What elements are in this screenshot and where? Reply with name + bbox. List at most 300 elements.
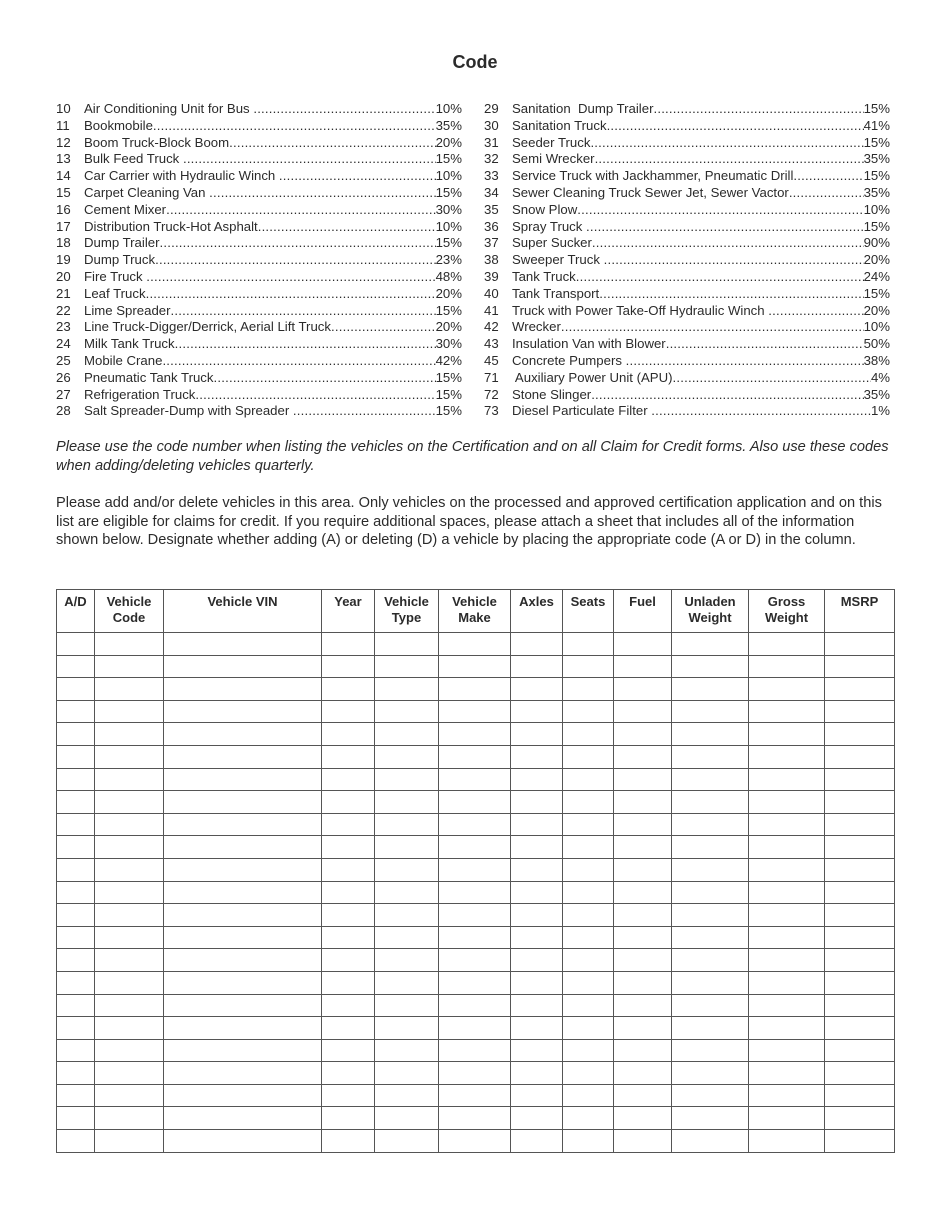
table-cell[interactable] — [563, 768, 614, 791]
table-cell[interactable] — [95, 723, 164, 746]
table-cell[interactable] — [672, 1039, 749, 1062]
table-cell[interactable] — [825, 700, 895, 723]
table-row — [57, 768, 895, 791]
table-cell[interactable] — [825, 994, 895, 1017]
table-cell[interactable] — [164, 655, 322, 678]
table-cell[interactable] — [749, 1130, 825, 1153]
table-cell[interactable] — [614, 678, 672, 701]
table-cell[interactable] — [57, 1130, 95, 1153]
table-cell[interactable] — [672, 655, 749, 678]
table-cell[interactable] — [57, 858, 95, 881]
credit-percentage: 42% — [435, 352, 462, 368]
table-cell[interactable] — [511, 1130, 563, 1153]
table-cell[interactable] — [164, 768, 322, 791]
table-cell[interactable] — [614, 768, 672, 791]
table-cell[interactable] — [439, 1107, 511, 1130]
table-cell[interactable] — [322, 858, 375, 881]
table-cell[interactable] — [511, 904, 563, 927]
code-number: 21 — [56, 285, 71, 301]
table-cell[interactable] — [375, 655, 439, 678]
table-cell[interactable] — [511, 1017, 563, 1040]
table-cell[interactable] — [439, 1017, 511, 1040]
table-cell[interactable] — [439, 836, 511, 859]
credit-percentage: 20% — [435, 319, 462, 335]
table-cell[interactable] — [164, 904, 322, 927]
vehicle-table — [56, 589, 895, 1153]
table-cell[interactable] — [672, 723, 749, 746]
table-cell[interactable] — [563, 926, 614, 949]
table-cell[interactable] — [672, 1130, 749, 1153]
table-cell[interactable] — [439, 971, 511, 994]
table-cell[interactable] — [322, 1130, 375, 1153]
table-cell[interactable] — [375, 700, 439, 723]
table-cell[interactable] — [749, 858, 825, 881]
table-cell[interactable] — [614, 1130, 672, 1153]
table-cell[interactable] — [749, 881, 825, 904]
table-cell[interactable] — [563, 858, 614, 881]
table-cell[interactable] — [95, 678, 164, 701]
table-cell[interactable] — [511, 791, 563, 814]
table-cell[interactable] — [563, 723, 614, 746]
table-cell[interactable] — [439, 1039, 511, 1062]
table-cell[interactable] — [375, 994, 439, 1017]
table-cell[interactable] — [57, 791, 95, 814]
table-cell[interactable] — [563, 836, 614, 859]
table-cell[interactable] — [95, 1039, 164, 1062]
table-cell[interactable] — [322, 700, 375, 723]
table-cell[interactable] — [322, 971, 375, 994]
table-cell[interactable] — [563, 1107, 614, 1130]
table-cell[interactable] — [375, 1084, 439, 1107]
table-cell[interactable] — [439, 1062, 511, 1085]
table-cell[interactable] — [563, 655, 614, 678]
table-cell[interactable] — [511, 971, 563, 994]
table-cell[interactable] — [511, 768, 563, 791]
table-cell[interactable] — [439, 768, 511, 791]
table-cell[interactable] — [95, 700, 164, 723]
table-cell[interactable] — [95, 1017, 164, 1040]
table-cell[interactable] — [511, 1039, 563, 1062]
table-cell[interactable] — [511, 723, 563, 746]
table-cell[interactable] — [749, 700, 825, 723]
table-cell[interactable] — [672, 678, 749, 701]
table-cell[interactable] — [825, 1017, 895, 1040]
table-cell[interactable] — [439, 723, 511, 746]
vehicle-type-name: Spray Truck — [512, 218, 587, 234]
table-cell[interactable] — [375, 1062, 439, 1085]
table-cell[interactable] — [57, 1039, 95, 1062]
table-cell[interactable] — [95, 994, 164, 1017]
table-cell[interactable] — [672, 1062, 749, 1085]
table-cell[interactable] — [439, 858, 511, 881]
table-cell[interactable] — [614, 1107, 672, 1130]
table-cell[interactable] — [563, 1062, 614, 1085]
table-cell[interactable] — [57, 768, 95, 791]
table-cell[interactable] — [825, 1130, 895, 1153]
table-cell[interactable] — [164, 633, 322, 656]
table-cell[interactable] — [614, 813, 672, 836]
table-cell[interactable] — [57, 904, 95, 927]
table-cell[interactable] — [95, 633, 164, 656]
table-cell[interactable] — [322, 813, 375, 836]
table-cell[interactable] — [825, 745, 895, 768]
table-cell[interactable] — [164, 1062, 322, 1085]
table-cell[interactable] — [511, 926, 563, 949]
table-cell[interactable] — [672, 745, 749, 768]
table-cell[interactable] — [95, 768, 164, 791]
table-cell[interactable] — [95, 904, 164, 927]
table-cell[interactable] — [825, 633, 895, 656]
table-cell[interactable] — [439, 994, 511, 1017]
table-cell[interactable] — [672, 858, 749, 881]
table-cell[interactable] — [825, 904, 895, 927]
table-cell[interactable] — [164, 813, 322, 836]
credit-percentage: 30% — [435, 336, 462, 352]
table-cell[interactable] — [511, 836, 563, 859]
table-cell[interactable] — [563, 745, 614, 768]
table-cell[interactable] — [375, 971, 439, 994]
table-cell[interactable] — [614, 994, 672, 1017]
table-cell[interactable] — [749, 678, 825, 701]
table-cell[interactable] — [95, 813, 164, 836]
table-cell[interactable] — [825, 678, 895, 701]
table-cell[interactable] — [511, 1062, 563, 1085]
table-cell[interactable] — [375, 768, 439, 791]
table-cell[interactable] — [57, 926, 95, 949]
table-cell[interactable] — [749, 836, 825, 859]
table-cell[interactable] — [322, 904, 375, 927]
table-cell[interactable] — [57, 1107, 95, 1130]
table-cell[interactable] — [57, 723, 95, 746]
table-cell[interactable] — [749, 768, 825, 791]
table-cell[interactable] — [614, 1017, 672, 1040]
table-cell[interactable] — [57, 700, 95, 723]
table-cell[interactable] — [439, 926, 511, 949]
table-cell[interactable] — [672, 904, 749, 927]
table-cell[interactable] — [825, 1107, 895, 1130]
table-cell[interactable] — [825, 813, 895, 836]
table-cell[interactable] — [614, 745, 672, 768]
table-cell[interactable] — [95, 655, 164, 678]
table-cell[interactable] — [563, 1017, 614, 1040]
table-cell[interactable] — [672, 994, 749, 1017]
table-cell[interactable] — [439, 700, 511, 723]
table-cell[interactable] — [322, 768, 375, 791]
table-cell[interactable] — [749, 791, 825, 814]
table-cell[interactable] — [95, 1084, 164, 1107]
table-cell[interactable] — [439, 904, 511, 927]
table-cell[interactable] — [563, 1084, 614, 1107]
table-cell[interactable] — [95, 858, 164, 881]
table-cell[interactable] — [322, 655, 375, 678]
table-cell[interactable] — [614, 1084, 672, 1107]
table-cell[interactable] — [375, 1017, 439, 1040]
table-cell[interactable] — [672, 700, 749, 723]
table-cell[interactable] — [57, 1062, 95, 1085]
table-cell[interactable] — [322, 1039, 375, 1062]
table-cell[interactable] — [749, 1062, 825, 1085]
table-cell[interactable] — [164, 1017, 322, 1040]
table-cell[interactable] — [563, 949, 614, 972]
code-number: 38 — [484, 252, 499, 268]
table-cell[interactable] — [614, 836, 672, 859]
table-cell[interactable] — [375, 1130, 439, 1153]
table-cell[interactable] — [57, 836, 95, 859]
table-cell[interactable] — [563, 813, 614, 836]
table-cell[interactable] — [322, 994, 375, 1017]
table-cell[interactable] — [95, 949, 164, 972]
table-cell[interactable] — [511, 655, 563, 678]
table-cell[interactable] — [322, 678, 375, 701]
credit-percentage: 30% — [435, 201, 462, 217]
dot-leader — [171, 303, 436, 320]
credit-percentage: 15% — [435, 386, 462, 402]
table-cell[interactable] — [614, 904, 672, 927]
table-cell[interactable] — [164, 971, 322, 994]
table-cell[interactable] — [825, 655, 895, 678]
table-cell[interactable] — [164, 1039, 322, 1062]
table-cell[interactable] — [749, 904, 825, 927]
table-cell[interactable] — [95, 971, 164, 994]
table-cell[interactable] — [164, 1107, 322, 1130]
vehicle-type-name: Snow Plow — [512, 201, 578, 217]
table-cell[interactable] — [322, 836, 375, 859]
table-cell[interactable] — [563, 700, 614, 723]
table-cell[interactable] — [825, 768, 895, 791]
table-cell[interactable] — [95, 745, 164, 768]
table-cell[interactable] — [672, 1017, 749, 1040]
code-entry — [484, 387, 890, 404]
table-cell[interactable] — [563, 971, 614, 994]
table-cell[interactable] — [375, 678, 439, 701]
table-cell[interactable] — [57, 994, 95, 1017]
table-cell[interactable] — [439, 949, 511, 972]
table-cell[interactable] — [164, 745, 322, 768]
table-cell[interactable] — [322, 1084, 375, 1107]
table-cell[interactable] — [375, 1039, 439, 1062]
table-cell[interactable] — [439, 1130, 511, 1153]
table-cell[interactable] — [511, 745, 563, 768]
table-cell[interactable] — [825, 1062, 895, 1085]
table-cell[interactable] — [439, 655, 511, 678]
table-cell[interactable] — [164, 881, 322, 904]
table-cell[interactable] — [322, 1062, 375, 1085]
table-cell[interactable] — [164, 836, 322, 859]
table-cell[interactable] — [614, 723, 672, 746]
table-cell[interactable] — [672, 768, 749, 791]
table-cell[interactable] — [563, 1130, 614, 1153]
table-cell[interactable] — [749, 1107, 825, 1130]
table-cell[interactable] — [563, 881, 614, 904]
table-cell[interactable] — [672, 1107, 749, 1130]
table-cell[interactable] — [672, 633, 749, 656]
table-cell[interactable] — [749, 1017, 825, 1040]
table-cell[interactable] — [672, 971, 749, 994]
table-cell[interactable] — [511, 1107, 563, 1130]
table-cell[interactable] — [57, 1017, 95, 1040]
table-cell[interactable] — [439, 633, 511, 656]
vehicle-type-name: Lime Spreader — [84, 302, 171, 318]
table-cell[interactable] — [825, 723, 895, 746]
table-cell[interactable] — [375, 926, 439, 949]
table-cell[interactable] — [614, 971, 672, 994]
table-cell[interactable] — [439, 791, 511, 814]
table-cell[interactable] — [825, 881, 895, 904]
table-cell[interactable] — [322, 926, 375, 949]
table-cell[interactable] — [749, 994, 825, 1017]
table-cell[interactable] — [57, 633, 95, 656]
table-cell[interactable] — [825, 791, 895, 814]
table-cell[interactable] — [57, 971, 95, 994]
table-cell[interactable] — [749, 655, 825, 678]
table-cell[interactable] — [749, 723, 825, 746]
table-cell[interactable] — [322, 1107, 375, 1130]
table-cell[interactable] — [322, 723, 375, 746]
table-cell[interactable] — [375, 858, 439, 881]
table-cell[interactable] — [57, 881, 95, 904]
table-cell[interactable] — [614, 1062, 672, 1085]
table-cell[interactable] — [164, 949, 322, 972]
table-cell[interactable] — [511, 700, 563, 723]
table-cell[interactable] — [563, 791, 614, 814]
table-cell[interactable] — [614, 881, 672, 904]
table-cell[interactable] — [95, 1107, 164, 1130]
table-cell[interactable] — [95, 1062, 164, 1085]
table-cell[interactable] — [439, 881, 511, 904]
table-cell[interactable] — [164, 858, 322, 881]
table-cell[interactable] — [614, 858, 672, 881]
table-cell[interactable] — [614, 700, 672, 723]
table-cell[interactable] — [511, 994, 563, 1017]
table-cell[interactable] — [825, 858, 895, 881]
table-cell[interactable] — [749, 745, 825, 768]
table-cell[interactable] — [672, 813, 749, 836]
table-cell[interactable] — [439, 745, 511, 768]
table-cell[interactable] — [57, 678, 95, 701]
table-cell[interactable] — [672, 836, 749, 859]
code-entry — [56, 353, 462, 370]
column-header: Gross Weight — [749, 590, 825, 633]
table-cell[interactable] — [322, 881, 375, 904]
table-cell[interactable] — [563, 633, 614, 656]
table-cell[interactable] — [375, 1107, 439, 1130]
table-cell[interactable] — [511, 858, 563, 881]
table-cell[interactable] — [511, 678, 563, 701]
table-cell[interactable] — [511, 633, 563, 656]
table-cell[interactable] — [749, 1084, 825, 1107]
code-entry — [56, 168, 462, 185]
table-cell[interactable] — [57, 745, 95, 768]
table-cell[interactable] — [511, 949, 563, 972]
table-cell[interactable] — [95, 926, 164, 949]
table-cell[interactable] — [511, 813, 563, 836]
table-cell[interactable] — [511, 881, 563, 904]
vehicle-type-name: Sweeper Truck — [512, 252, 604, 268]
table-cell[interactable] — [375, 949, 439, 972]
table-cell[interactable] — [749, 813, 825, 836]
table-cell[interactable] — [322, 949, 375, 972]
table-cell[interactable] — [439, 813, 511, 836]
credit-percentage: 48% — [435, 268, 462, 284]
table-cell[interactable] — [375, 745, 439, 768]
table-cell[interactable] — [164, 791, 322, 814]
table-cell[interactable] — [164, 1130, 322, 1153]
code-number: 11 — [56, 117, 70, 133]
table-cell[interactable] — [57, 655, 95, 678]
table-cell[interactable] — [614, 791, 672, 814]
table-cell[interactable] — [375, 813, 439, 836]
table-cell[interactable] — [614, 926, 672, 949]
table-cell[interactable] — [375, 836, 439, 859]
table-cell[interactable] — [563, 678, 614, 701]
table-cell[interactable] — [164, 723, 322, 746]
table-cell[interactable] — [825, 926, 895, 949]
table-cell[interactable] — [322, 633, 375, 656]
table-cell[interactable] — [672, 1084, 749, 1107]
table-cell[interactable] — [95, 881, 164, 904]
table-cell[interactable] — [672, 949, 749, 972]
table-cell[interactable] — [563, 904, 614, 927]
table-cell[interactable] — [375, 881, 439, 904]
table-cell[interactable] — [375, 791, 439, 814]
table-cell[interactable] — [672, 881, 749, 904]
table-cell[interactable] — [563, 1039, 614, 1062]
table-cell[interactable] — [57, 813, 95, 836]
table-cell[interactable] — [322, 745, 375, 768]
table-cell[interactable] — [164, 700, 322, 723]
table-cell[interactable] — [439, 678, 511, 701]
table-cell[interactable] — [614, 949, 672, 972]
table-cell[interactable] — [749, 633, 825, 656]
table-cell[interactable] — [164, 678, 322, 701]
table-cell[interactable] — [563, 994, 614, 1017]
table-cell[interactable] — [57, 949, 95, 972]
table-cell[interactable] — [164, 1084, 322, 1107]
table-cell[interactable] — [164, 994, 322, 1017]
table-cell[interactable] — [614, 655, 672, 678]
table-cell[interactable] — [825, 949, 895, 972]
table-cell[interactable] — [749, 926, 825, 949]
table-cell[interactable] — [439, 1084, 511, 1107]
code-number: 40 — [484, 285, 499, 301]
table-cell[interactable] — [95, 836, 164, 859]
table-cell[interactable] — [57, 1084, 95, 1107]
table-cell[interactable] — [511, 1084, 563, 1107]
table-cell[interactable] — [375, 633, 439, 656]
code-number: 10 — [56, 101, 71, 116]
table-cell[interactable] — [825, 1039, 895, 1062]
table-cell[interactable] — [825, 971, 895, 994]
code-number: 39 — [484, 268, 499, 284]
table-cell[interactable] — [825, 836, 895, 859]
table-cell[interactable] — [164, 926, 322, 949]
table-cell[interactable] — [95, 1130, 164, 1153]
table-cell[interactable] — [749, 971, 825, 994]
table-cell[interactable] — [825, 1084, 895, 1107]
table-cell[interactable] — [322, 1017, 375, 1040]
table-cell[interactable] — [614, 633, 672, 656]
table-cell[interactable] — [322, 791, 375, 814]
table-cell[interactable] — [749, 949, 825, 972]
code-entry — [484, 252, 890, 269]
table-cell[interactable] — [95, 791, 164, 814]
table-cell[interactable] — [614, 1039, 672, 1062]
table-cell[interactable] — [672, 926, 749, 949]
table-cell[interactable] — [672, 791, 749, 814]
table-cell[interactable] — [749, 1039, 825, 1062]
table-cell[interactable] — [375, 904, 439, 927]
table-cell[interactable] — [375, 723, 439, 746]
